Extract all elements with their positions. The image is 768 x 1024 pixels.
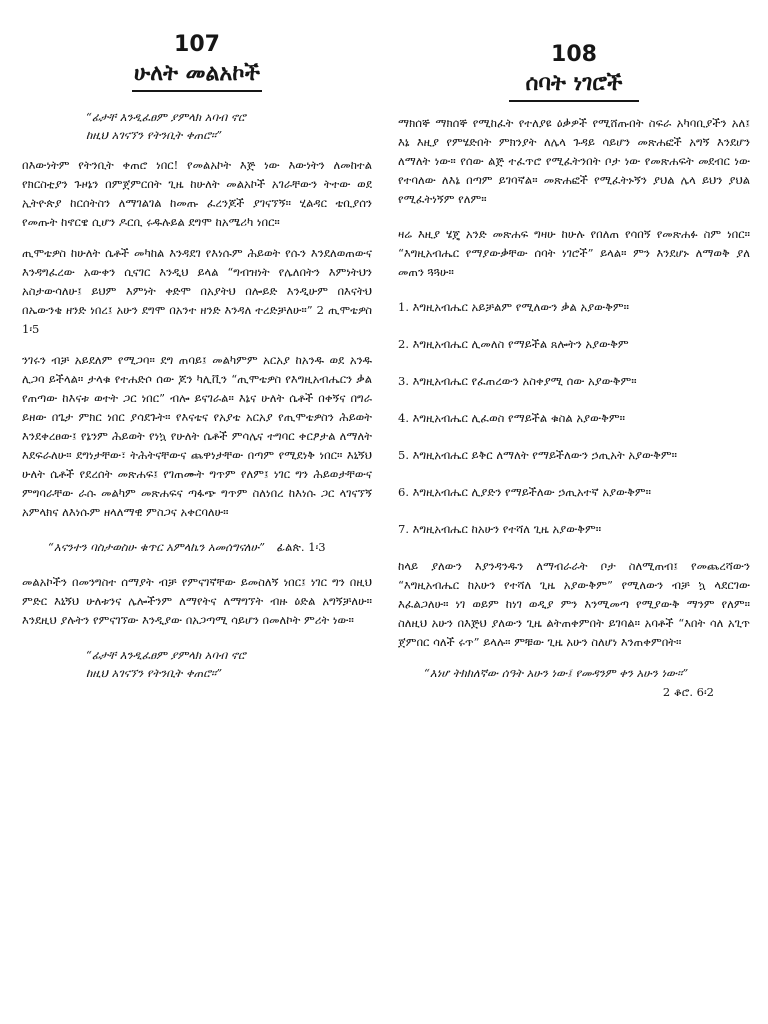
page-number: 107 (174, 32, 220, 57)
list-item: 4. እግዚአብሔር ሊፈወስ የማይችል ቁስል አያውቅም። (398, 411, 625, 425)
body-paragraph: መልአኮችን በመንግስተ ሰማያት ብቻ የምናገኛቸው ይመስለኝ ነበር፤ ነገር ግን በዚህ ምድር እኒኝህ ሁለቱንና ሌሎችንም ለማየትና ለማግኘት ብዙ ዕድል አግኝቻለሁ። እንደዚህ ያሉትን የምናገኘው እንዲያው በአጋጣሚ ሳይሆን በመለኮት ምሪት ነው። (22, 575, 372, 627)
list-item: 6. እግዚአብሔር ሊያድን የማይችለው ኃጢአተኛ አያውቅም። (398, 485, 651, 499)
body-paragraph: ከላይ ያለውን እያንዳንዱን ለማብራራት ቦታ ስለሚጠብ፤ የመጨረሻውን “እግዚአብሔር ከአሁን የተሻለ ጊዜ አያውቅም” የሚለውን ብቻ ኳ ላደርገው እፈልጋለሁ። ነገ ወይም ከነገ ወዲያ ምን እንሚመጣ የሚያውቅ ማንም የለም። ስለዚህ አሁን በእጅህ ያለውን ጊዜ ልትጠቀምበት ይገባል። አባቶች “እበት ሳለ አጊጥ ጀምበር ሳለች ሩጥ” ይላሉ። ምቹው ጊዜ አሁን ስለሆነ እንጠቀምበት። (398, 559, 750, 649)
body-paragraph: በእውነትም የትንቢት ቀጠሮ ነበር! የመልአኮት እጅ ነው እውነትን ለመከተል የክርስቲያን ጉዞኔን በምጀምርበት ጊዜ ከሁለት መልአኮች አገራቸውን ትተው ወደ ኢትዮጵያ ከርሰትስን ለማገልገል ከመጡ ፈረንጆች ያገናኘኝ። ሂልዳር ቴቢያሰን የመጡት ከኖርዌ ሲሆን ዶርቢ ሩዱሉይል ደግሞ ከአሜሪካ ነበር። (22, 158, 372, 229)
scripture-quote: “እነሆ ትክክለኛው ሰዓት አሁን ነው፤ የመዳንም ቀን አሁን ነው።” (424, 666, 689, 680)
list-item: 5. እግዚአብሔር ይቅር ለማለት የማይችለውን ኃጢአት አያውቅም። (398, 448, 677, 462)
page-number: 108 (551, 42, 597, 67)
epigraph-line: ከዚህ አገናኘን የትንቢት ቀጠሮ።” (86, 128, 223, 142)
epigraph-line: “ፊታቸ እንዲፈፀም ያምላክ አባብ ኖሮ (86, 110, 246, 124)
list-item: 3. እግዚአብሔር የፈጠረውን አስቀያሚ ሰው አያውቅም። (398, 374, 637, 388)
body-paragraph: ንገሩን ብቻ አይደለም የሚጋባ። ደግ ጠባይ፤ መልካምም አርአያ ከአንዱ ወደ አንዱ ሊጋባ ይችላል። ታላቁ የተሐድሶ ሰው ጆን ካሊቪን “ጢሞቴዎስ የእግዚአብሔርን ቃል የጠጣው ከእናቱ ወተት ጋር ነበር” ብሎ ይናገራል። እኔና ሁለት ሴቶች በቀኝና በግራ ይዘው በጌታ ምክር ነበር ያሳደጉት። የእናቴና የአያቴ አርአያ የጢሞቴዎስን ሕይወት እንደቀረፀው፤ የኔንም ሕይወት የነኳ የሁለት ሴቶች ምሳሌና ተግባር ቀርፆታል ለማለት እደፍራለሁ። ደግነታቸው፣ ትሕትናቸውና ጨዋነታቸው በጣም የሚደነቅ ነበር። እኒኝህ ሁለት ሴቶች የደረሰት መጽሐፍ፤ የገጠሙት ግጥም የለም፤ ነገር ግን ሕይወታቸውና ምግባራቸው ራሱ መልካም መጽሐፍና ጣፋጭ ግጥም ስለነበረ ከእነሱ ጋር ላገናኘኝ አምላክና ለእነሱም ዘላለማዊ ምስጋና አቀርባለሁ። (22, 353, 372, 519)
quote-reference: ፊልጵ. 1፡3 (276, 540, 326, 554)
right-page (398, 0, 750, 1024)
scripture-quote (22, 538, 372, 557)
closing-epigraph (22, 646, 372, 682)
epigraph (22, 108, 372, 144)
left-page (22, 0, 372, 1024)
body-paragraph: ዛሬ እዚያ ሄጄ አንድ መጽሐፍ ግዛሁ ከሁሉ የበለጠ የሳበኝ የመጽሐፉ ስም ነበር። “እግዚአብሔር የማያውቃቸው ሰባት ነገሮች” ይላል። ምን እንደሆኑ ለማወቅ ያለ መጠን ጓጓሁ። (398, 227, 750, 279)
list-item: 7. እግዚአብሔር ከአሁን የተሻለ ጊዜ አያውቅም። (398, 522, 602, 536)
page-title: ሰባት ነገሮች (525, 71, 623, 96)
body-paragraph: ጢሞቴዎስ ከሁለት ሴቶች መካከል እንዳደገ የእነሱም ሕይወት የሱን እንደለወጠውና እንዳግፈረው አውቀን ሲናገር እንዲህ ይላል “ግብዝነት የሌለበትን እምነትህን አስታውሳለሁ፤ ይህም እምነት ቀድሞ በአያትህ በሎይድ እንዲሁም በእናትህ በኤውንቄ ዘንድ ነበረ፤ አሁን ደግሞ በአንተ ዘንድ እንዳለ ተረድቻለሁ።” 2 ጢሞቴዎስ 1፡5 (22, 246, 372, 336)
page-title: ሁለት መልአኮች (133, 61, 261, 86)
epigraph-line: “ፊታቸ እንዲፈፀም ያምላክ አባብ ኖሮ (86, 648, 246, 662)
body-paragraph: ማክሰኞ ማክሰኞ የሚከፈት የተለያዩ ዕቃዎች የሚሸጡበት ስፍራ አካባቢያችን አለ፤ እኔ እዚያ የምሄድበት ምክንያት ለሌላ ጉዳይ ሳይሆን መጽሐፎች አግኝ እንደሆን ለማለት ነው። የሰው ልጅ ተፈጥሮ የሚፈትንበት ቦታ ነው የመጽሐፍት መደብር ነው የተባለው ለእኔ በጣም ይገባኛል። መጽሐፎች የሚፈትኑኝን ያህል ሌላ ይህን ያህል የሚፈትነኝም የለም። (398, 116, 750, 206)
numbered-list (398, 298, 750, 539)
quote-text: “እናንተን ባስታወስሁ ቁጥር አምላኬን አመሰግናለሁ” (48, 540, 265, 554)
list-item: 1. እግዚአብሔር አይቻልም የሚለውን ቃል አያውቅም። (398, 300, 630, 314)
list-item: 2. እግዚአብሔር ሊመለስ የማይችል ጸሎትን አያውቅም (398, 337, 629, 351)
epigraph-line: ከዚህ አገናኘን የትንቢት ቀጠሮ።” (86, 666, 223, 680)
quote-reference: 2 ቆሮ. 6፡2 (662, 685, 714, 699)
